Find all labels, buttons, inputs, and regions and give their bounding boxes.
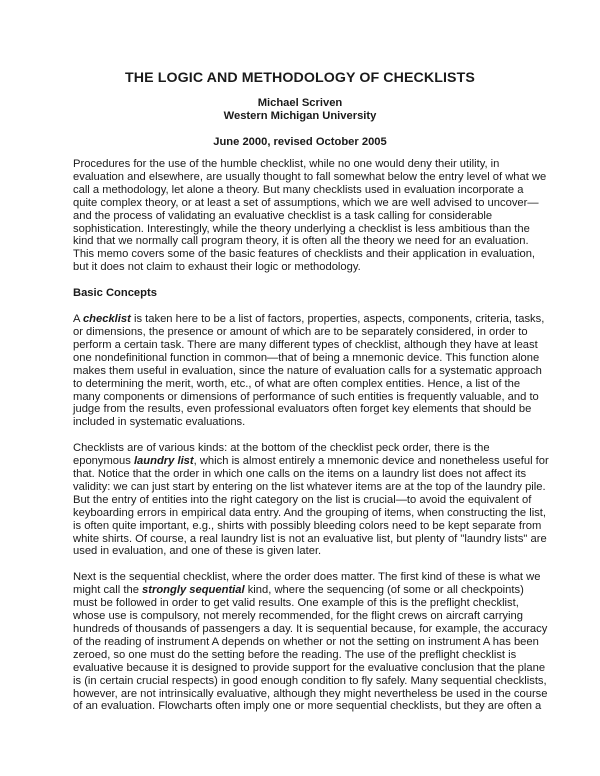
text-line: Checklists are of various kinds: at the bottom of the checklist peck order, there is the — [73, 442, 490, 455]
text-line: perform a certain task. There are many different types of checklist, although they have at least — [73, 338, 538, 351]
text-line: that. Notice that the order in which one calls on the items on a laundry list does not affect its — [73, 468, 527, 481]
text-line: white shirts. Of course, a real laundry list is not an evaluative list, but plenty of "laundry lists" are — [73, 532, 547, 545]
text-line: Procedures for the use of the humble checklist, while no one would deny their utility, in — [73, 158, 500, 170]
term-strongly-sequential: strongly sequential — [142, 584, 245, 597]
text-line: validity: we can just start by entering on the list whatever items are at the top of the laundry pile. — [73, 480, 546, 493]
text-line: must be followed in order to get valid results. One example of this is the preflight checklist, — [73, 597, 519, 610]
text-line: keyboarding errors in empirical data entry. And the grouping of items, when constructing the list, — [73, 506, 547, 519]
text-line: to determining the merit, worth, etc., of what are often complex entities. Hence, a list of the — [73, 377, 521, 390]
text-line: whose use is compulsory, not merely recommended, for the flight crews on aircraft carrying — [73, 610, 523, 623]
text-line: zeroed, so one must do the setting before the reading. The use of the preflight checklist is — [73, 648, 517, 661]
text-line: sophistication. Interestingly, while the theory underlying a checklist is less ambitious than the — [73, 222, 530, 235]
text-line: but it does not claim to exhaust their logic or methodology. — [73, 261, 361, 274]
text-line — [73, 455, 549, 468]
text-line: quite complex theory, or at least a set of assumptions, which we are well advised to uncover— — [73, 196, 539, 209]
text-line: used in evaluation, and one of these is given later. — [73, 545, 322, 558]
intro-paragraph — [73, 158, 547, 274]
sequential-checklist-paragraph — [73, 571, 548, 713]
text-line: included in systematic evaluations. — [73, 416, 246, 429]
text-line: This memo covers some of the basic features of checklists and their application in evaluation, — [73, 248, 536, 261]
text-line: of an evaluation. Flowcharts often imply one or more sequential checklists, but they are often a — [73, 700, 542, 713]
text-fragment: eponymous — [73, 455, 134, 468]
text-fragment: kind, where the sequencing (of some or all checkpoints) — [244, 584, 524, 597]
text-line: judge from the results, even professional evaluators often forget key elements that should be — [73, 403, 532, 416]
text-line: and the process of validating an evaluative checklist is a task calling for considerable — [73, 209, 493, 222]
text-line: Next is the sequential checklist, where the order does matter. The first kind of these is what we — [73, 571, 541, 584]
text-line — [73, 584, 533, 597]
text-line: one nondefinitional function in common—that of being a mnemonic device. This function alone — [73, 351, 540, 364]
document-body — [73, 158, 549, 726]
laundry-list-paragraph — [73, 442, 549, 558]
text-line: call a methodology, let alone a theory. But many checklists used in evaluation incorporate a — [73, 183, 524, 196]
text-fragment: might call the — [73, 584, 143, 597]
page-title: THE LOGIC AND METHODOLOGY OF CHECKLISTS — [125, 70, 475, 86]
term-checklist: checklist — [82, 313, 131, 326]
section-heading: Basic Concepts — [73, 287, 157, 300]
text-line: many components or dimensions of performance of such entities is frequently valuable, and to — [73, 390, 539, 403]
text-line: But the entry of entities into the right category on the list is crucial—to avoid the equivalent of — [73, 493, 532, 506]
text-line: hundreds of thousands of passengers a day. It is sequential because, for example, the accuracy — [73, 623, 548, 635]
checklist-definition-paragraph — [73, 313, 545, 429]
text-line: makes them useful in evaluation, since the nature of evaluation calls for a systematic approach — [73, 364, 542, 377]
text-fragment: , which is almost entirely a mnemonic device and nonetheless useful for — [193, 455, 549, 468]
text-line: is (in certain crucial respects) in good enough condition to fly safely. Many sequential checklists, — [73, 674, 547, 687]
text-line: kind that we normally call program theory, it is often all the theory we need for an evaluation. — [73, 235, 529, 248]
text-fragment: A — [73, 313, 83, 326]
text-line: evaluation and elsewhere, are usually thought to fall somewhat below the entry level of what we — [73, 170, 547, 183]
author-name: Michael Scriven — [257, 97, 343, 109]
author-affiliation: Western Michigan University — [223, 110, 377, 122]
text-line: evaluative because it is designed to provide support for the evaluative conclusion that the plane — [73, 661, 546, 674]
document-date: June 2000, revised October 2005 — [213, 136, 387, 148]
text-line — [73, 313, 545, 326]
text-fragment: is taken here to be a list of factors, properties, aspects, components, criteria, tasks, — [130, 313, 545, 326]
text-line: however, are not intrinsically evaluative, although they might nevertheless be used in the course — [73, 687, 548, 700]
text-line: is often quite important, e.g., shirts with possibly bleeding colors need to be kept separate from — [73, 519, 542, 532]
text-line: or dimensions, the presence or amount of which are to be separately considered, in order to — [73, 325, 528, 338]
term-laundry-list: laundry list — [133, 455, 194, 468]
text-line: of the reading of instrument A depends on whether or not the setting on instrument A has been — [73, 635, 539, 648]
